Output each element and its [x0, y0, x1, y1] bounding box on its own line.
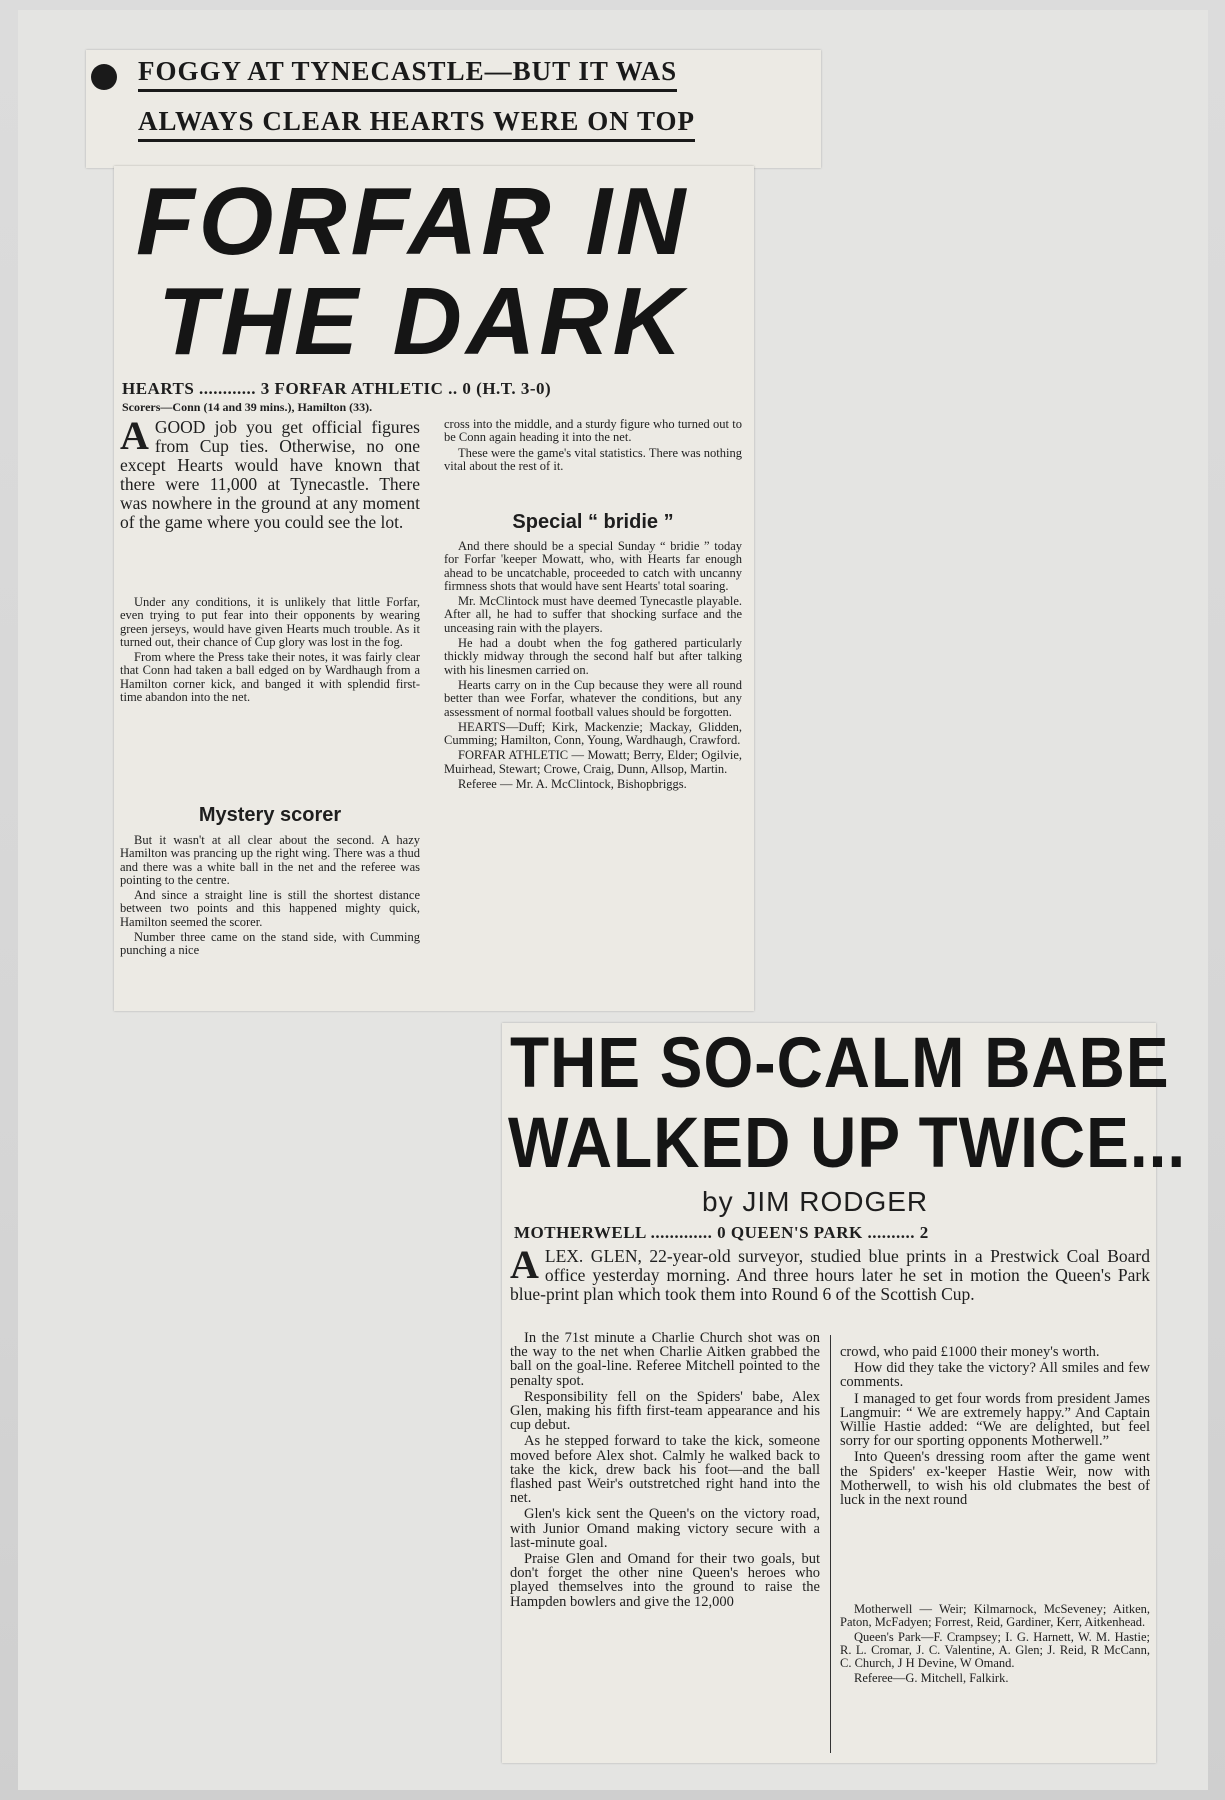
- paragraph: And there should be a special Sunday “ bridie ” today for Forfar 'keeper Mowatt, who, with Hearts far enough ahead to be uncatchable, proceeded to catch with uncanny firmness shots that would have sent Hearts' total soaring.: [444, 539, 742, 593]
- paragraph: He had a doubt when the fog gathered particularly thickly midway through the second half but after talking with his linesmen carried on.: [444, 636, 742, 677]
- paragraph: But it wasn't at all clear about the second. A hazy Hamilton was prancing up the right wing. There was a thud and there was a white ball in the net and the referee was pointing to the centre.: [120, 833, 420, 887]
- byline: by JIM RODGER: [702, 1186, 929, 1217]
- paragraph: Number three came on the stand side, with Cumming punching a nice: [120, 930, 420, 958]
- score-line: MOTHERWELL ............. 0 QUEEN'S PARK .......... 2: [514, 1223, 929, 1242]
- team-line-motherwell: Motherwell — Weir; Kilmarnock, McSeveney; Aitken, Paton, McFadyen; Forrest, Reid, Gardiner, Kerr, Aitkenhead.: [840, 1602, 1150, 1629]
- strap-line-1: FOGGY AT TYNECASTLE—BUT IT WAS: [138, 56, 677, 92]
- paragraph: From where the Press take their notes, it was fairly clear that Conn had taken a ball edged on by Wardhaugh from a Hamilton corner kick, and banged it with splendid first-time abandon into the net.: [120, 650, 420, 705]
- subheading-special-bridie: Special “ bridie ”: [512, 511, 674, 533]
- subheading-mystery-scorer: Mystery scorer: [198, 804, 342, 826]
- strap-line-2: ALWAYS CLEAR HEARTS WERE ON TOP: [138, 106, 695, 142]
- headline-line-2: THE DARK: [158, 268, 686, 375]
- column-1-text: [510, 1331, 820, 1611]
- column-1b-text: [120, 834, 420, 960]
- paragraph: Into Queen's dressing room after the game went the Spiders' ex-'keeper Hastie Weir, now with Motherwell, to wish his old clubmates the best of luck in the next round: [840, 1449, 1150, 1509]
- lead-paragraph: [510, 1242, 1150, 1304]
- paragraph: cross into the middle, and a sturdy figure who turned out to be Conn again heading it into the net.: [444, 417, 742, 445]
- headline-line-1: THE SO-CALM BABE: [510, 1022, 1170, 1103]
- lead-text: GOOD job you get official figures from Cup ties. Otherwise, no one except Hearts would have known that there were 11,000 at Tynecastle. There was nowhere in the ground at any moment of the game where you could see the lot.: [120, 417, 420, 532]
- headline-line-2: WALKED UP TWICE...: [508, 1102, 1187, 1183]
- paragraph: Under any conditions, it is unlikely that little Forfar, even trying to put fear into their opponents by wearing green jerseys, would have given Hearts much trouble. As it turned out, their chance of Cup glory was lost in the fog.: [120, 595, 420, 649]
- bullet-icon: [91, 64, 117, 90]
- drop-cap: A: [510, 1242, 539, 1287]
- paragraph: Hearts carry on in the Cup because they were all round better than wee Forfar, whatever the conditions, but any assessment of normal football values should be forgotten.: [444, 677, 742, 719]
- team-line-queens-park: Queen's Park—F. Crampsey; I. G. Harnett, W. M. Hastie; R. L. Cromar, J. C. Valentine, A. Glen; J. Reid, R McCann, C. Church, J H Devine, W Omand.: [840, 1630, 1150, 1670]
- paragraph: crowd, who paid £1000 their money's worth.: [840, 1344, 1100, 1360]
- scorers-line: Scorers—Conn (14 and 39 mins.), Hamilton (33).: [122, 400, 373, 414]
- paragraph: I managed to get four words from president James Langmuir: “ We are extremely happy.” And Captain Willie Hastie added: “We are delighted, but feel sorry for our sporting opponents Motherwell.”: [840, 1390, 1150, 1450]
- referee-line: Referee—G. Mitchell, Falkirk.: [854, 1671, 1009, 1685]
- column-1-text: [120, 596, 420, 706]
- paragraph: Responsibility fell on the Spiders' babe, Alex Glen, making his fifth first-team appearance and his cup debut.: [510, 1388, 820, 1434]
- paragraph: In the 71st minute a Charlie Church shot was on the way to the net when Charlie Aitken grabbed the ball on the goal-line. Referee Mitchell pointed to the penalty spot.: [510, 1330, 820, 1389]
- column-2-text: [840, 1345, 1150, 1509]
- team-line-hearts: HEARTS—Duff; Kirk, Mackenzie; Mackay, Glidden, Cumming; Hamilton, Conn, Young, Wardhaugh, Crawford.: [444, 719, 742, 748]
- paragraph: These were the game's vital statistics. There was nothing vital about the rest of it.: [444, 445, 742, 473]
- referee-line: Referee — Mr. A. McClintock, Bishopbriggs.: [458, 777, 687, 792]
- babe-article-clipping: [502, 1022, 1187, 1763]
- paragraph: Glen's kick sent the Queen's on the victory road, with Junior Omand making victory secure with a last-minute goal.: [510, 1506, 820, 1551]
- column-2b-text: [444, 540, 742, 793]
- score-line: HEARTS ............ 3 FORFAR ATHLETIC .. 0 (H.T. 3-0): [122, 379, 552, 398]
- lead-paragraph: [120, 413, 420, 532]
- team-lines: [840, 1603, 1150, 1687]
- paragraph: How did they take the victory? All smiles and few comments.: [840, 1360, 1150, 1391]
- lead-text: LEX. GLEN, 22-year-old surveyor, studied blue prints in a Prestwick Coal Board office yesterday morning. And three hours later he set in motion the Queen's Park blue-print plan which took them into Round 6 of the Scottish Cup.: [510, 1246, 1150, 1304]
- paragraph: And since a straight line is still the shortest distance between two points and this happened mighty quick, Hamilton seemed the scorer.: [120, 888, 420, 929]
- strap-headline-clipping: [86, 50, 821, 168]
- paragraph: As he stepped forward to take the kick, someone moved before Alex shot. Calmly he walked back to take the kick, drew back his foot—and the ball flashed past Weir's outstretched right hand into the net.: [510, 1433, 820, 1507]
- drop-cap: A: [120, 413, 149, 458]
- paragraph: Praise Glen and Omand for their two goals, but don't forget the other nine Queen's heroes who played themselves into the ground to raise the Hampden bowlers and give the 12,000: [510, 1551, 820, 1610]
- paragraph: Mr. McClintock must have deemed Tynecastle playable. After all, he had to suffer that shocking surface and the unceasing rain with the players.: [444, 594, 742, 635]
- column-rule: [830, 1335, 831, 1753]
- scrapbook-page: [18, 10, 1208, 1790]
- column-2a-text: [444, 418, 742, 475]
- team-line-forfar: FORFAR ATHLETIC — Mowatt; Berry, Elder; Ogilvie, Muirhead, Stewart; Crowe, Craig, Dunn, Allsop, Martin.: [444, 748, 742, 776]
- forfar-article-clipping: [114, 166, 754, 1011]
- headline-line-1: FORFAR IN: [136, 168, 690, 275]
